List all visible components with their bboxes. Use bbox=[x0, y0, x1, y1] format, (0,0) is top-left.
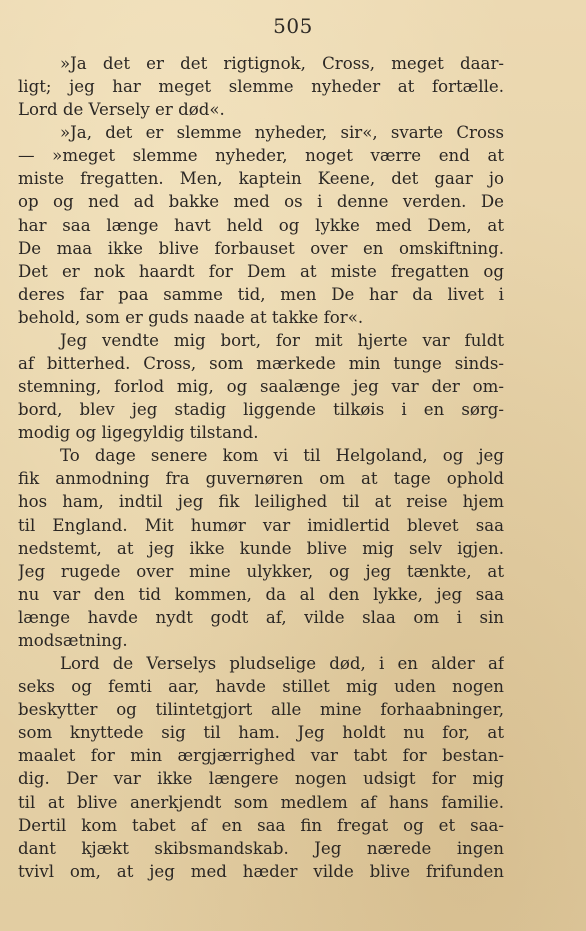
text-line: stemning, forlod mig, og saalænge jeg var der om- bbox=[18, 377, 504, 397]
text-line: behold, som er guds naade at takke for«. bbox=[18, 307, 364, 327]
text-line: Jeg rugede over mine ulykker, og jeg tænkte, at bbox=[18, 561, 504, 581]
text-line: De maa ikke blive forbauset over en omskiftning. bbox=[18, 238, 504, 258]
text-line: modsætning. bbox=[18, 630, 128, 650]
text-line: tvivl om, at jeg med hæder vilde blive frifunden bbox=[18, 861, 504, 881]
text-line: nu var den tid kommen, da al den lykke, jeg saa bbox=[18, 584, 504, 604]
text-line: deres far paa samme tid, men De har da livet i bbox=[18, 284, 504, 304]
text-line: hos ham, indtil jeg fik leilighed til at reise hjem bbox=[18, 492, 504, 512]
text-line: til England. Mit humør var imidlertid blevet saa bbox=[18, 515, 504, 535]
text-line: op og ned ad bakke med os i denne verden. De bbox=[18, 192, 504, 212]
text-line: Lord de Verselys pludselige død, i en alder af bbox=[60, 654, 504, 674]
text-line: til at blive anerkjendt som medlem af hans familie. bbox=[18, 792, 504, 812]
text-line: modig og ligegyldig tilstand. bbox=[18, 423, 259, 443]
text-line: Lord de Versely er død«. bbox=[18, 100, 225, 120]
text-line: ligt; jeg har meget slemme nyheder at fortælle. bbox=[18, 77, 504, 97]
text-line: som knyttede sig til ham. Jeg holdt nu for, at bbox=[18, 723, 504, 743]
text-line: To dage senere kom vi til Helgoland, og jeg bbox=[60, 446, 504, 466]
text-line: har saa længe havt held og lykke med Dem, at bbox=[18, 215, 504, 235]
text-line: fik anmodning fra guvernøren om at tage ophold bbox=[18, 469, 504, 489]
text-line: Det er nok haardt for Dem at miste fregatten og bbox=[18, 261, 504, 281]
text-line: seks og femti aar, havde stillet mig uden nogen bbox=[18, 677, 504, 697]
text-line: dig. Der var ikke længere nogen udsigt for mig bbox=[18, 769, 504, 789]
text-line: — »meget slemme nyheder, noget værre end at bbox=[18, 146, 504, 166]
text-line: beskytter og tilintetgjort alle mine forhaabninger, bbox=[18, 700, 504, 720]
text-line: miste fregatten. Men, kaptein Keene, det gaar jo bbox=[18, 169, 504, 189]
text-line: af bitterhed. Cross, som mærkede min tunge sinds- bbox=[18, 354, 504, 374]
text-line: maalet for min ærgjærrighed var tabt for bestan- bbox=[18, 746, 504, 766]
text-line: »Ja det er det rigtignok, Cross, meget daar- bbox=[60, 54, 504, 73]
text-line: længe havde nydt godt af, vilde slaa om i sin bbox=[18, 607, 504, 627]
text-line: Jeg vendte mig bort, for mit hjerte var fuldt bbox=[60, 330, 504, 350]
text-line: bord, blev jeg stadig liggende tilkøis i en sørg- bbox=[18, 400, 504, 420]
text-line: Dertil kom tabet af en saa fin fregat og et saa- bbox=[18, 815, 504, 835]
text-line: dant kjækt skibsmandskab. Jeg nærede ingen bbox=[18, 838, 504, 858]
text-line: nedstemt, at jeg ikke kunde blive mig selv igjen. bbox=[18, 538, 504, 558]
text-line: »Ja, det er slemme nyheder, sir«, svarte Cross bbox=[60, 123, 504, 143]
body-text bbox=[18, 52, 504, 883]
page-number: 505 bbox=[273, 14, 313, 38]
